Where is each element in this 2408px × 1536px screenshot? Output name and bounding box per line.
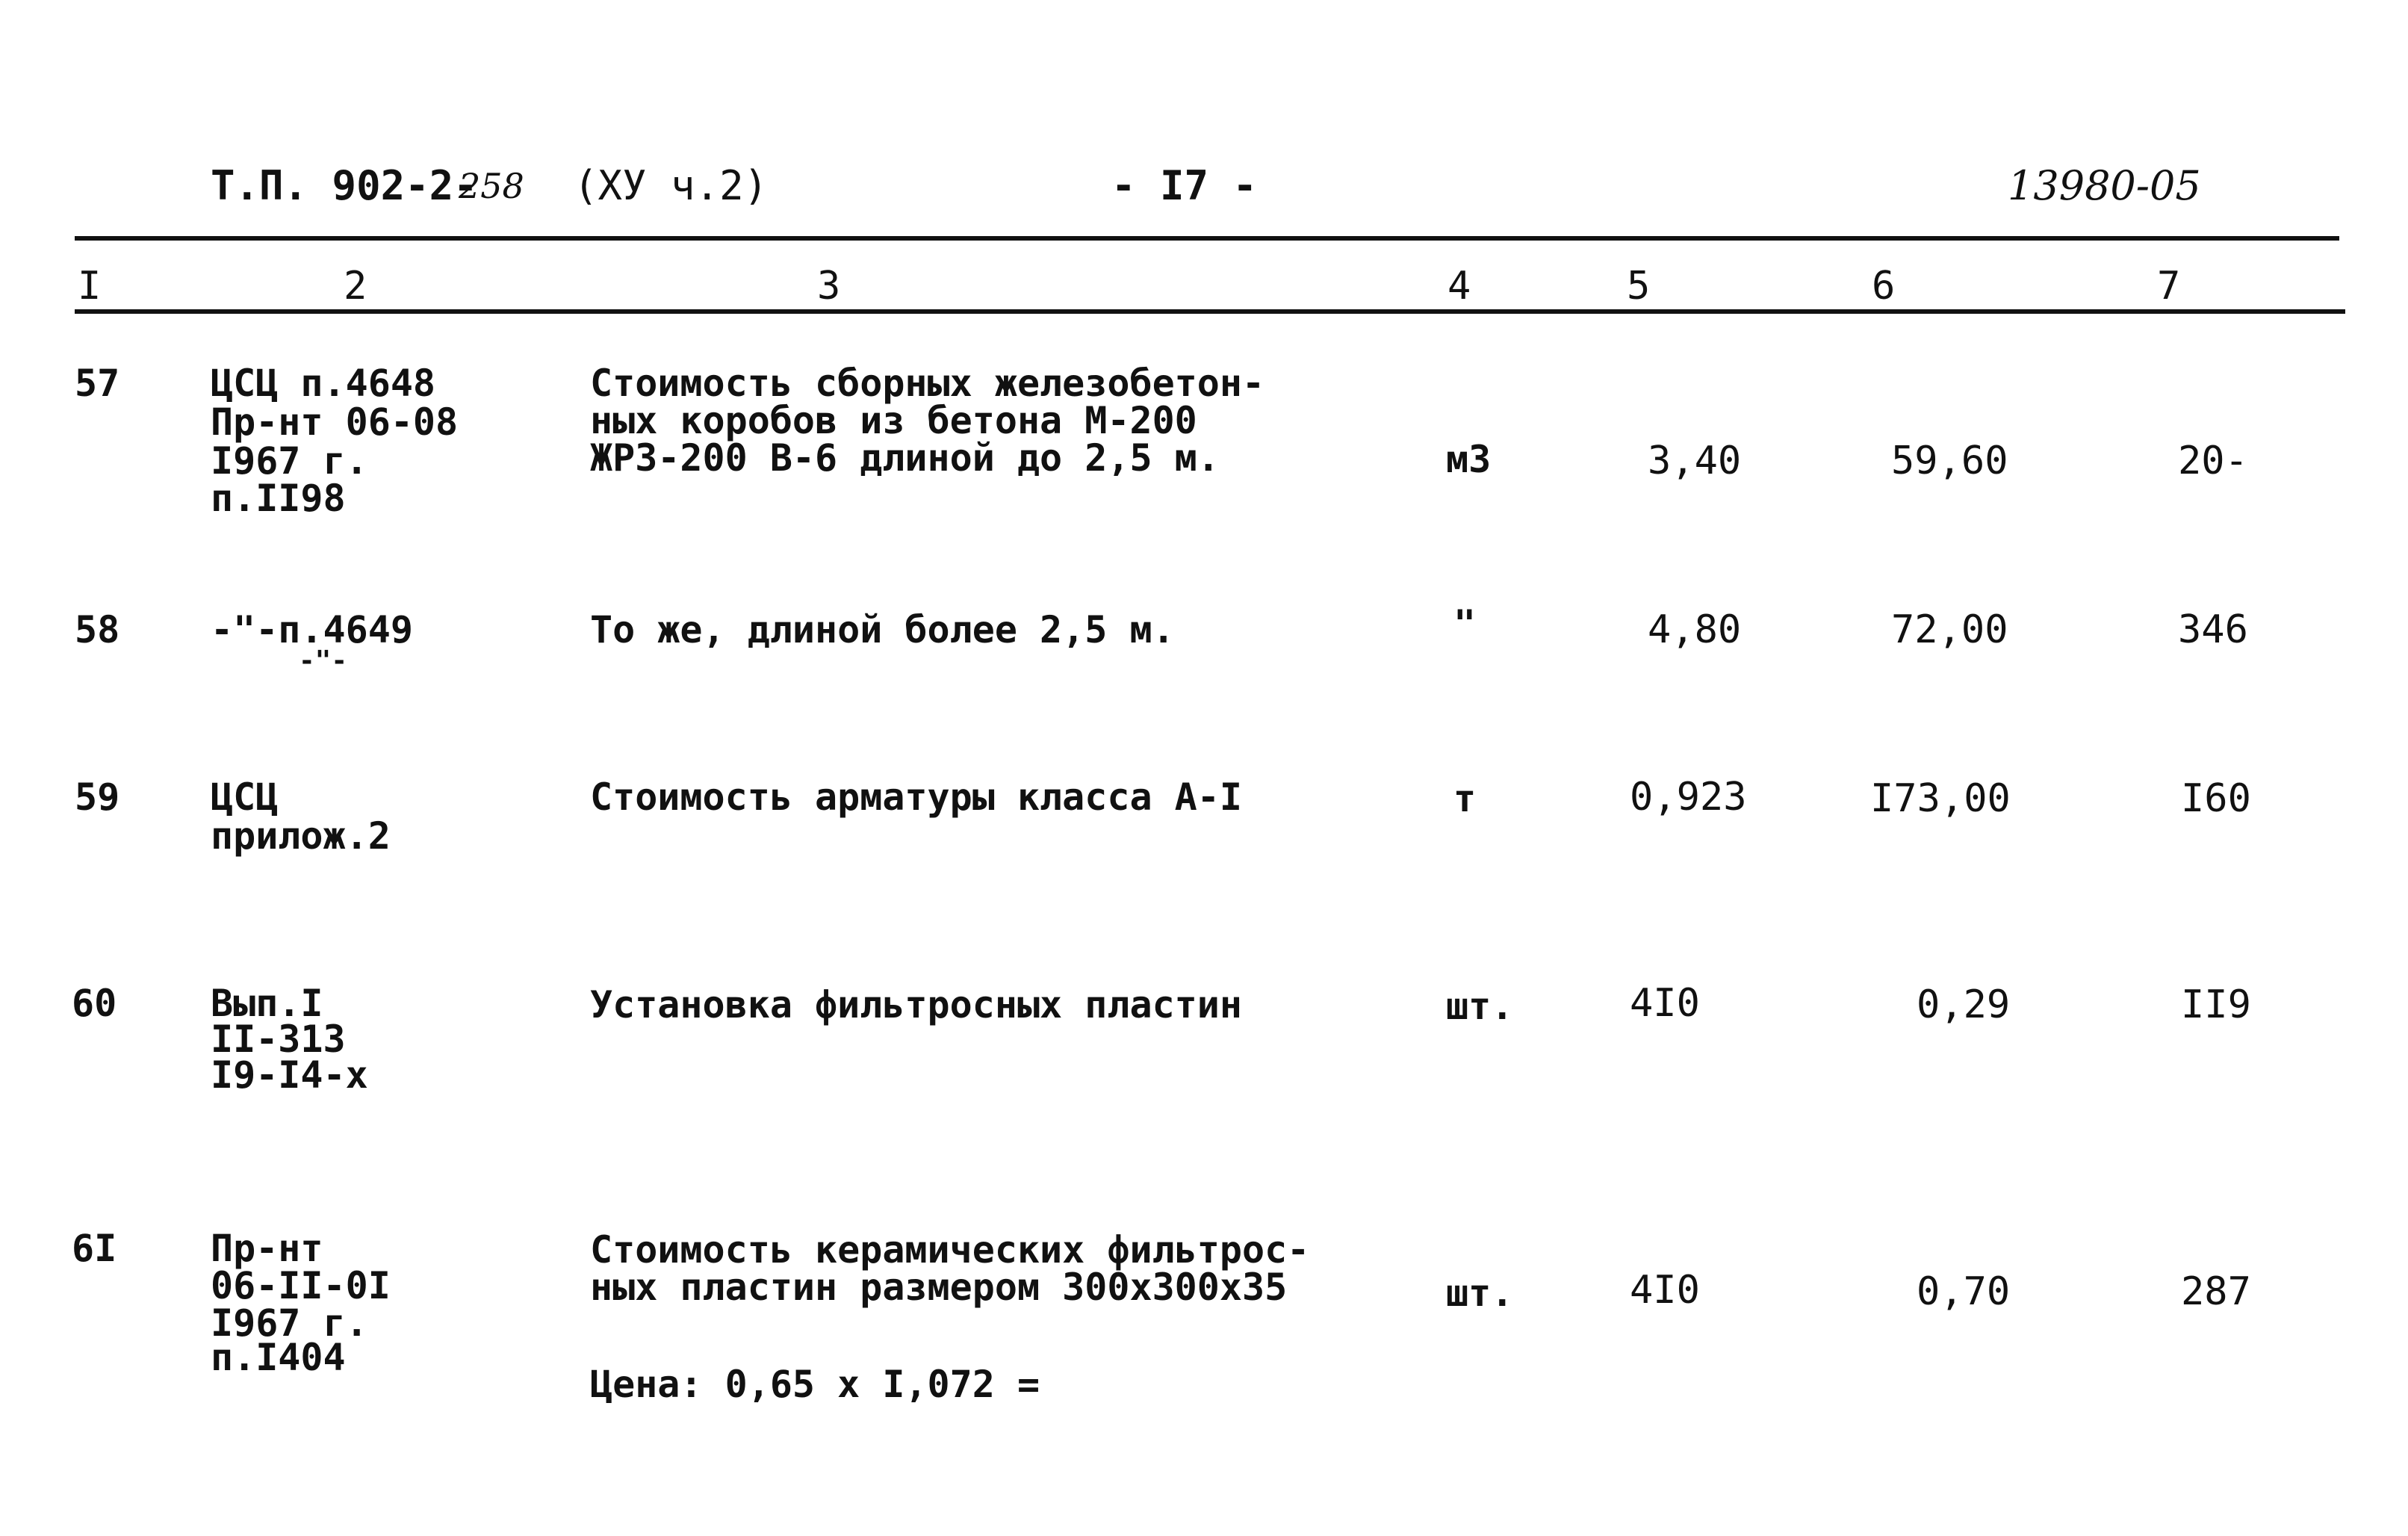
unit: " [1453, 602, 1477, 645]
source-line: прилож.2 [211, 814, 391, 858]
description-line: ных пластин размером 300х300х35 [590, 1266, 1288, 1309]
doc-ref: Т.П. 902-2- [211, 162, 478, 209]
col-header-5: 5 [1627, 264, 1651, 309]
source-line: I967 г. [211, 439, 368, 483]
page-number: - I7 - [1111, 162, 1258, 209]
source-line: -"- [299, 645, 348, 676]
source-line: Пр-нт 06-08 [211, 400, 459, 444]
row-number: 58 [75, 608, 120, 651]
source-line: I967 г. [211, 1301, 368, 1345]
price: I73,00 [1870, 776, 2011, 821]
description-line: ных коробов из бетона М-200 [590, 399, 1197, 442]
quantity: 0,923 [1630, 775, 1747, 820]
total: 346 [2178, 607, 2248, 652]
total: 20- [2178, 439, 2248, 483]
unit: т [1453, 777, 1477, 820]
row-number: 59 [75, 775, 120, 819]
unit: шт. [1446, 1272, 1514, 1315]
row-number: 6I [72, 1227, 117, 1270]
col-header-6: 6 [1872, 264, 1896, 309]
source-line: п.I404 [211, 1336, 346, 1379]
source-line: п.II98 [211, 477, 346, 520]
row-number: 57 [75, 362, 120, 405]
source-line: -"-п.4649 [211, 608, 413, 651]
description-line: Стоимость керамических фильтрос- [590, 1228, 1310, 1272]
description-line: То же, длиной более 2,5 м. [590, 608, 1175, 651]
doc-ref-handwritten: 258 [459, 166, 524, 206]
col-header-3: 3 [817, 264, 841, 309]
price: 72,00 [1891, 607, 2008, 652]
description-line: Стоимость арматуры класса А-I [590, 775, 1242, 819]
source-line: ЦСЦ [211, 775, 279, 819]
quantity: 3,40 [1648, 439, 1742, 483]
header-rule [75, 236, 2339, 241]
col-header-4: 4 [1447, 264, 1471, 309]
quantity: 4,80 [1648, 607, 1742, 652]
source-line: I9-I4-х [211, 1053, 368, 1097]
col-header-7: 7 [2157, 264, 2181, 309]
price: 59,60 [1891, 439, 2008, 483]
col-header-2: 2 [344, 264, 367, 309]
source-line: 06-II-0I [211, 1264, 391, 1307]
total: II9 [2181, 982, 2251, 1027]
source-line: Вып.I [211, 982, 323, 1025]
column-header-rule [75, 309, 2345, 314]
section-label: (ХУ ч.2) [574, 162, 769, 209]
source-line: ЦСЦ п.4648 [211, 362, 436, 405]
description-line: ЖРЗ-200 В-6 длиной до 2,5 м. [590, 436, 1220, 480]
row-number: 60 [72, 982, 117, 1025]
unit: м3 [1446, 438, 1492, 481]
total: I60 [2181, 776, 2251, 821]
description-line: Стоимость сборных железобетон- [590, 362, 1265, 405]
price: 0,70 [1917, 1269, 2011, 1314]
quantity: 4I0 [1630, 1268, 1700, 1313]
col-header-1: I [78, 264, 102, 309]
price: 0,29 [1917, 982, 2011, 1027]
total: 287 [2181, 1269, 2251, 1314]
description-line: Установка фильтросных пластин [590, 983, 1242, 1026]
price-note: Цена: 0,65 х I,072 = [590, 1363, 1040, 1406]
quantity: 4I0 [1630, 981, 1700, 1026]
source-line: Пр-нт [211, 1227, 323, 1270]
unit: шт. [1446, 985, 1514, 1028]
source-line: II-313 [211, 1018, 346, 1061]
document-code: 13980-05 [2008, 162, 2201, 209]
